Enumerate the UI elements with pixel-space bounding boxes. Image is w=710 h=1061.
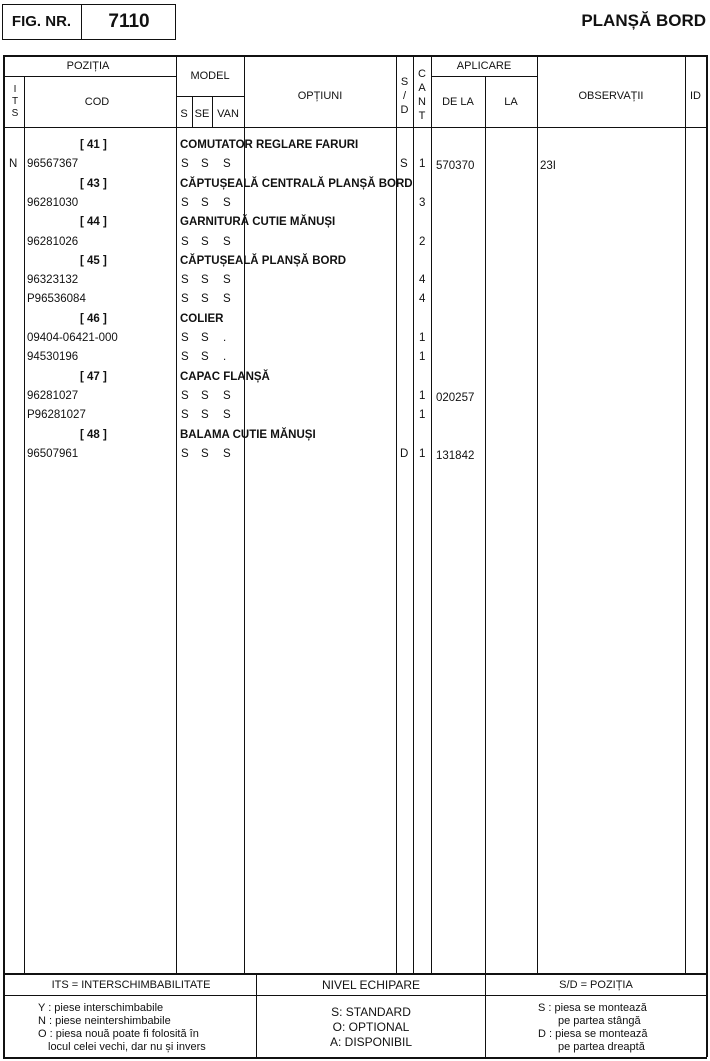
quantity-value: 4 (419, 293, 426, 306)
model-van-value: S (223, 389, 231, 402)
column-divider (176, 55, 177, 973)
its-code: N (9, 158, 18, 171)
model-s-value: S (181, 332, 189, 344)
position-number: [ 45 ] (80, 254, 107, 267)
column-divider (685, 55, 686, 973)
model-van-value: S (223, 447, 231, 460)
table-border-bottom (3, 1057, 707, 1059)
header-cant-c: C (418, 68, 426, 80)
page-title: PLANȘĂ BORD (581, 11, 706, 30)
model-van-value: S (223, 196, 231, 209)
header-sd-s: S (400, 76, 409, 88)
header-aplicare: APLICARE (456, 60, 512, 72)
model-van-value: S (223, 293, 231, 306)
part-code: 96567367 (27, 158, 79, 171)
header-de-la: DE LA (442, 96, 474, 108)
sd-value: D (400, 447, 409, 460)
quantity-value: 1 (419, 447, 426, 460)
header-its-t: T (11, 96, 19, 107)
model-s-value: S (181, 196, 189, 209)
model-se-value: S (201, 332, 209, 344)
pozitia-underline (3, 76, 176, 77)
legend-nivel-line: A: DISPONIBIL (329, 1035, 413, 1049)
header-sd-slash: / (402, 90, 407, 102)
header-cod: COD (84, 96, 110, 108)
model-se-value: S (201, 409, 209, 422)
header-cant-t: T (418, 110, 426, 122)
part-code: 96507961 (27, 447, 79, 460)
header-optiuni: OPȚIUNI (297, 90, 343, 102)
model-van-value: S (223, 158, 231, 171)
header-cant-n: N (418, 96, 426, 108)
quantity-value: 1 (419, 332, 426, 344)
header-its-i: I (13, 84, 17, 95)
model-van-value: . (223, 332, 227, 344)
quantity-value: 1 (419, 351, 426, 364)
quantity-value: 3 (419, 196, 426, 209)
part-name: COMUTATOR REGLARE FARURI (180, 139, 359, 151)
part-name: CĂPTUȘEALĂ PLANȘĂ BORD (180, 254, 347, 267)
model-se-value: S (201, 293, 209, 306)
legend-sd-line: pe partea dreaptă (558, 1041, 645, 1053)
model-se-value: S (201, 389, 209, 402)
quantity-value: 1 (419, 158, 426, 171)
table-border-right (706, 55, 708, 1057)
from-value: 020257 (436, 391, 475, 404)
column-divider (24, 76, 25, 973)
legend-its-line: N : piese neintershimbabile (38, 1015, 171, 1027)
header-its-s: S (11, 108, 19, 119)
column-divider (485, 76, 486, 973)
header-pozitia: POZIȚIA (66, 60, 110, 72)
quantity-value: 1 (419, 389, 426, 402)
column-divider (244, 55, 245, 973)
model-se-value: S (201, 447, 209, 460)
legend-its-line: Y : piese interschimbabile (38, 1002, 164, 1014)
header-model-s: S (180, 108, 188, 120)
position-number: [ 46 ] (80, 312, 107, 325)
figure-number: 7110 (108, 11, 150, 32)
legend-sd-line: D : piesa se montează (538, 1028, 648, 1040)
part-name: CAPAC FLANȘĂ (180, 370, 270, 383)
part-code: 94530196 (27, 351, 79, 364)
column-divider (537, 55, 538, 973)
legend-sd-line: S : piesa se montează (538, 1002, 647, 1014)
quantity-value: 4 (419, 274, 426, 287)
header-model-se: SE (194, 108, 210, 120)
header-id: ID (690, 90, 701, 102)
part-code: 96323132 (27, 274, 79, 287)
model-se-value: S (201, 235, 209, 248)
model-van-value: . (223, 351, 227, 364)
column-divider (431, 55, 432, 973)
from-value: 131842 (436, 449, 475, 462)
header-model: MODEL (190, 70, 230, 82)
part-code: 96281027 (27, 389, 79, 402)
model-s-value: S (181, 351, 189, 364)
legend-sd-line: pe partea stângă (558, 1015, 641, 1027)
part-name: COLIER (180, 312, 224, 325)
part-code: 96281026 (27, 235, 79, 248)
legend-title-divider (3, 995, 706, 996)
from-value: 570370 (436, 160, 475, 173)
part-code: P96536084 (27, 293, 86, 306)
model-van-value: S (223, 235, 231, 248)
model-se-value: S (201, 274, 209, 287)
model-s-value: S (181, 293, 189, 306)
legend-sd-title: S/D = POZIȚIA (559, 979, 633, 991)
header-sd-d: D (400, 104, 409, 116)
part-name: GARNITURĂ CUTIE MĂNUȘI (180, 216, 336, 229)
header-divider (3, 127, 706, 128)
model-underline (176, 96, 244, 97)
model-s-value: S (181, 389, 189, 402)
part-code: 96281030 (27, 196, 79, 209)
legend-its-title: ITS = INTERSCHIMBABILITATE (51, 979, 211, 991)
position-number: [ 44 ] (80, 216, 107, 229)
part-code: 09404-06421-000 (27, 332, 118, 344)
model-van-value: S (223, 409, 231, 422)
position-number: [ 47 ] (80, 370, 107, 383)
legend-nivel-line: S: STANDARD (331, 1005, 411, 1019)
header-cant-a: A (418, 82, 426, 94)
part-name: CĂPTUȘEALĂ CENTRALĂ PLANȘĂ BORD (180, 177, 413, 190)
position-number: [ 43 ] (80, 177, 107, 190)
model-s-value: S (181, 447, 189, 460)
column-divider (396, 55, 397, 973)
sd-value: S (400, 158, 408, 171)
model-se-value: S (201, 158, 209, 171)
figure-label: FIG. NR. (2, 4, 82, 40)
position-number: [ 48 ] (80, 428, 107, 441)
aplicare-underline (431, 76, 537, 77)
model-se-value: S (201, 196, 209, 209)
observation-value: 23I (540, 160, 556, 173)
quantity-value: 1 (419, 409, 426, 422)
model-s-value: S (181, 274, 189, 287)
column-divider (413, 55, 414, 973)
legend-its-line: locul celei vechi, dar nu și invers (48, 1041, 206, 1053)
table-border-left (3, 55, 5, 1057)
model-s-value: S (181, 409, 189, 422)
table-border-top (3, 55, 706, 57)
quantity-value: 2 (419, 235, 426, 248)
part-name: BALAMA CUTIE MĂNUȘI (180, 428, 316, 441)
legend-nivel-title: NIVEL ECHIPARE (321, 978, 421, 992)
legend-nivel-line: O: OPTIONAL (332, 1020, 410, 1034)
model-se-value: S (201, 351, 209, 364)
header-model-van: VAN (217, 108, 239, 120)
position-number: [ 41 ] (80, 139, 107, 151)
model-s-value: S (181, 158, 189, 171)
legend-top-border (3, 973, 706, 975)
model-s-value: S (181, 235, 189, 248)
part-code: P96281027 (27, 409, 86, 422)
model-van-value: S (223, 274, 231, 287)
header-la: LA (504, 96, 518, 108)
legend-its-line: O : piesa nouă poate fi folosită în (38, 1028, 199, 1040)
header-observatii: OBSERVAȚII (578, 90, 644, 102)
